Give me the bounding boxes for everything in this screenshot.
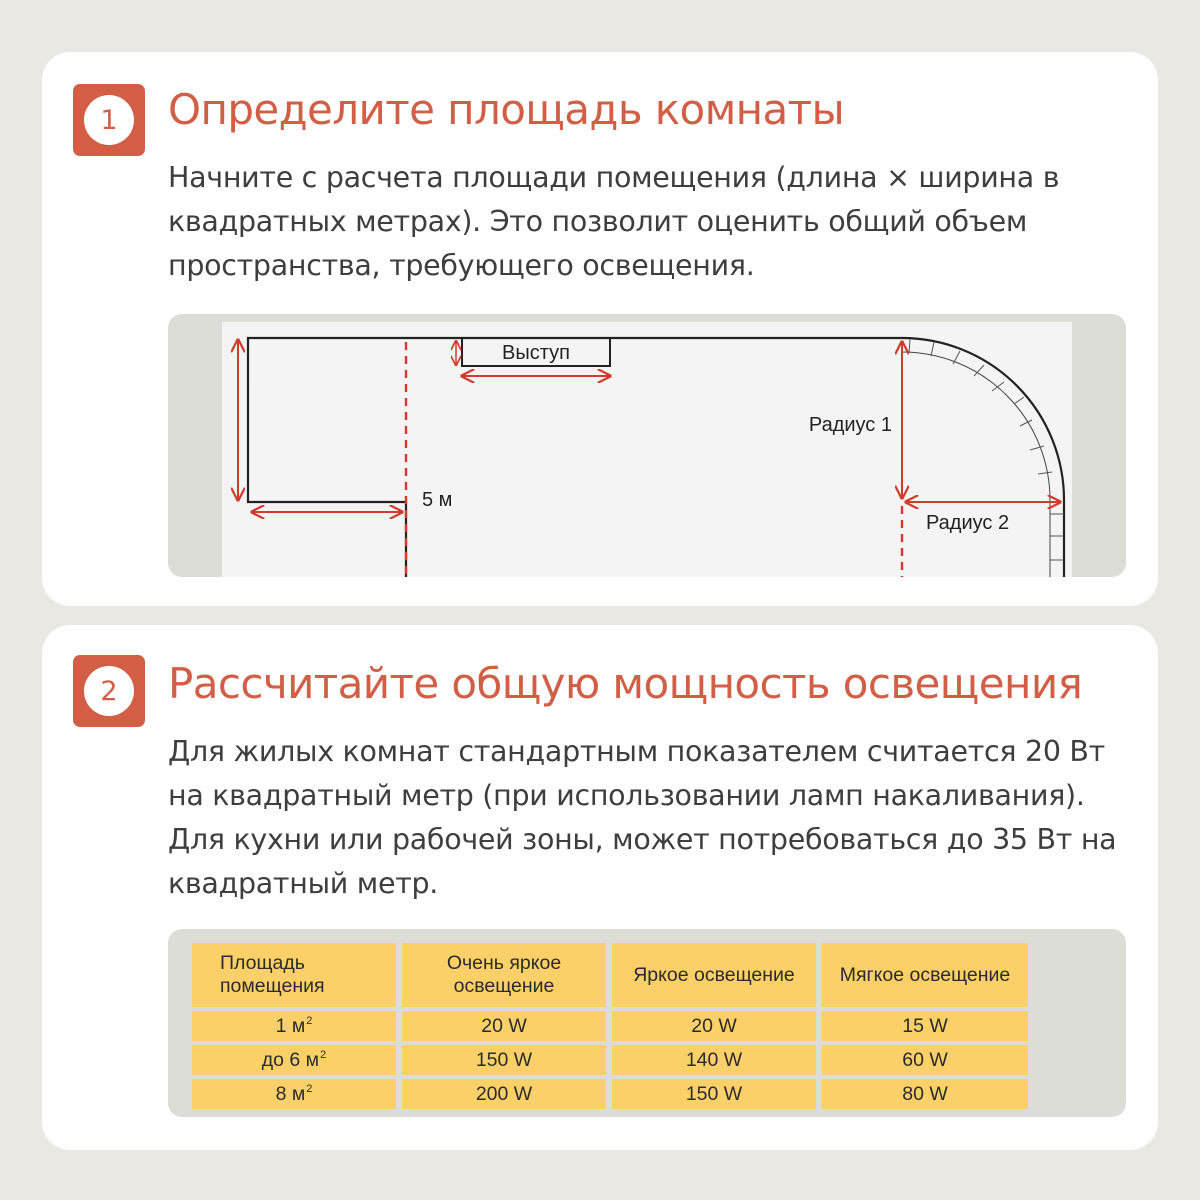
step-2-text: Для жилых комнат стандартным показателем считается 20 Вт на квадратный метр (при использовании ламп накаливания). Для кухни или рабочей зоны, может потребоваться до 35 Вт на квадратный метр. [168,735,1117,900]
header-soft: Мягкое освещение [822,943,1028,1007]
table-row [192,1079,1028,1109]
cell-soft: 60 W [822,1045,1028,1075]
step-1-title: Определите площадь комнаты [168,85,845,134]
step-2-title: Рассчитайте общую мощность освещения [168,659,1083,708]
header-very-bright: Очень яркое освещение [402,943,606,1007]
step-1-text: Начните с расчета площади помещения (длина × ширина в квадратных метрах). Это позволит оценить общий объем пространства, требующего освещения. [168,161,1060,282]
width-label: 5 м [422,489,453,511]
header-area: Площадь помещения [192,943,396,1007]
cell-soft: 15 W [822,1011,1028,1041]
step-1-card [42,52,1158,606]
table-row [192,1045,1028,1075]
table-header-row [192,943,1028,1007]
lighting-table-figure [168,929,1126,1117]
cell-very-bright: 200 W [402,1079,606,1109]
plan-paper [222,322,1072,577]
table-row [192,1011,1028,1041]
step-2-card [42,625,1158,1150]
cell-bright: 150 W [612,1079,816,1109]
cell-bright: 20 W [612,1011,816,1041]
cell-very-bright: 20 W [402,1011,606,1041]
step-1-number: 1 [84,95,134,145]
cell-very-bright: 150 W [402,1045,606,1075]
cell-area: 8 $м^2$ [192,1079,396,1109]
ledge-label: Выступ [502,342,570,364]
cell-soft: 80 W [822,1079,1028,1109]
cell-area: до 6 $м^2$ [192,1045,396,1075]
header-bright: Яркое освещение [612,943,816,1007]
step-1-badge [73,84,145,156]
step-2-number: 2 [84,666,134,716]
radius-2-label: Радиус 2 [926,512,1010,534]
lighting-power-table [186,939,1034,1113]
radius-1-label: Радиус 1 [808,414,892,436]
cell-bright: 140 W [612,1045,816,1075]
floor-plan-diagram [222,322,1072,577]
step-2-badge [73,655,145,727]
floor-plan-figure [168,314,1126,577]
cell-area: 1 $м^2$ [192,1011,396,1041]
